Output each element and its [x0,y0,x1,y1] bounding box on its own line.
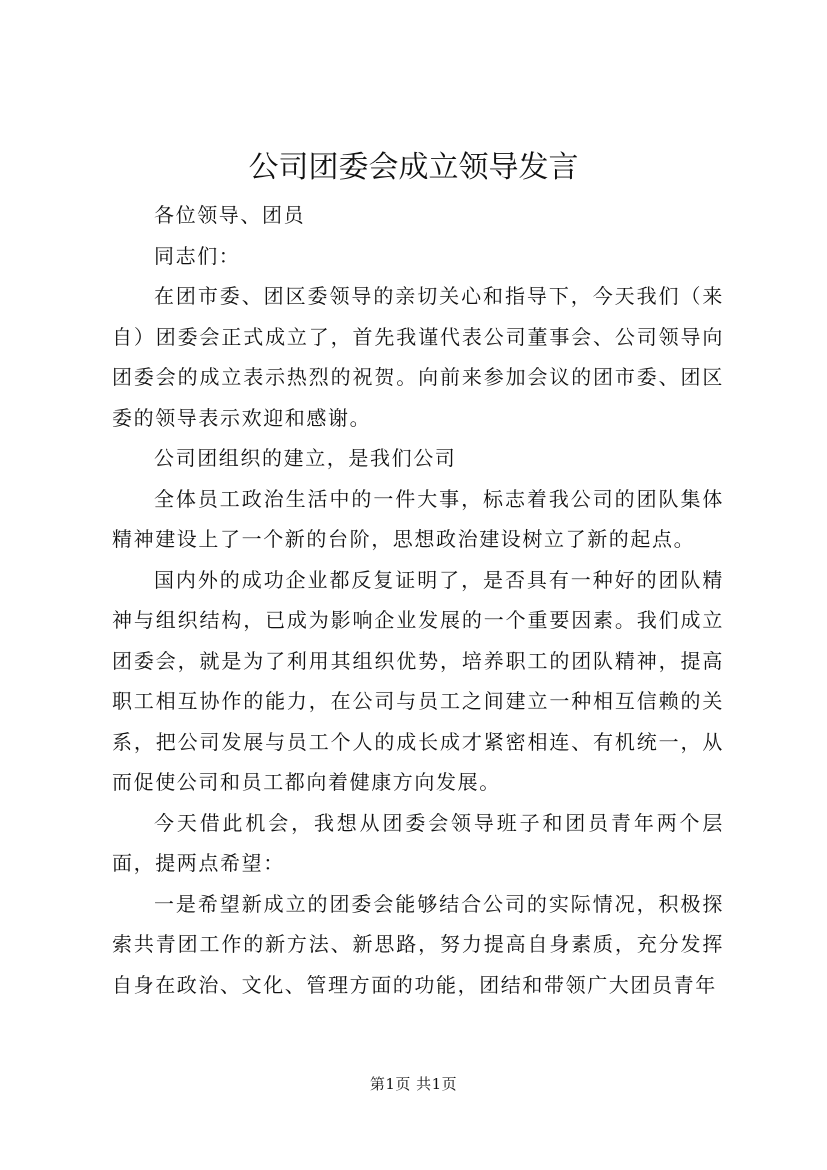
paragraph: 在团市委、团区委领导的亲切关心和指导下，今天我们（来自）团委会正式成立了，首先我谨代表公司董事会、公司领导向团委会的成立表示热烈的祝贺。向前来参加会议的团市委、团区委的领导表示欢迎和感谢。 [112,284,724,430]
paragraph: 公司团组织的建立，是我们公司 [154,446,457,470]
paragraph-salutation-1: 各位领导、团员 [154,203,306,227]
paragraph: 国内外的成功企业都反复证明了，是否具有一种好的团队精神与组织结构，已成为影响企业发展的一个重要因素。我们成立团委会，就是为了利用其组织优势，培养职工的团队精神，提高职工相互协作的能力，在公司与员工之间建立一种相互信赖的关系，把公司发展与员工个人的成长成才紧密相连、有机统一，从而促使公司和员工都向着健康方向发展。 [112,567,724,794]
document-title: 公司团委会成立领导发言 [248,150,579,185]
paragraph: 一是希望新成立的团委会能够结合公司的实际情况，积极探索共青团工作的新方法、新思路，努力提高自身素质，充分发挥自身在政治、文化、管理方面的功能，团结和带领广大团员青年 [112,891,724,997]
paragraph: 今天借此机会，我想从团委会领导班子和团员青年两个层面，提两点希望： [112,810,724,875]
paragraph-salutation-2: 同志们： [154,243,241,268]
page-number-footer: 第1页 共1页 [369,1075,458,1093]
paragraph: 全体员工政治生活中的一件大事，标志着我公司的团队集体精神建设上了一个新的台阶，思想政治建设树立了新的起点。 [112,486,724,551]
document-body [112,195,724,1005]
